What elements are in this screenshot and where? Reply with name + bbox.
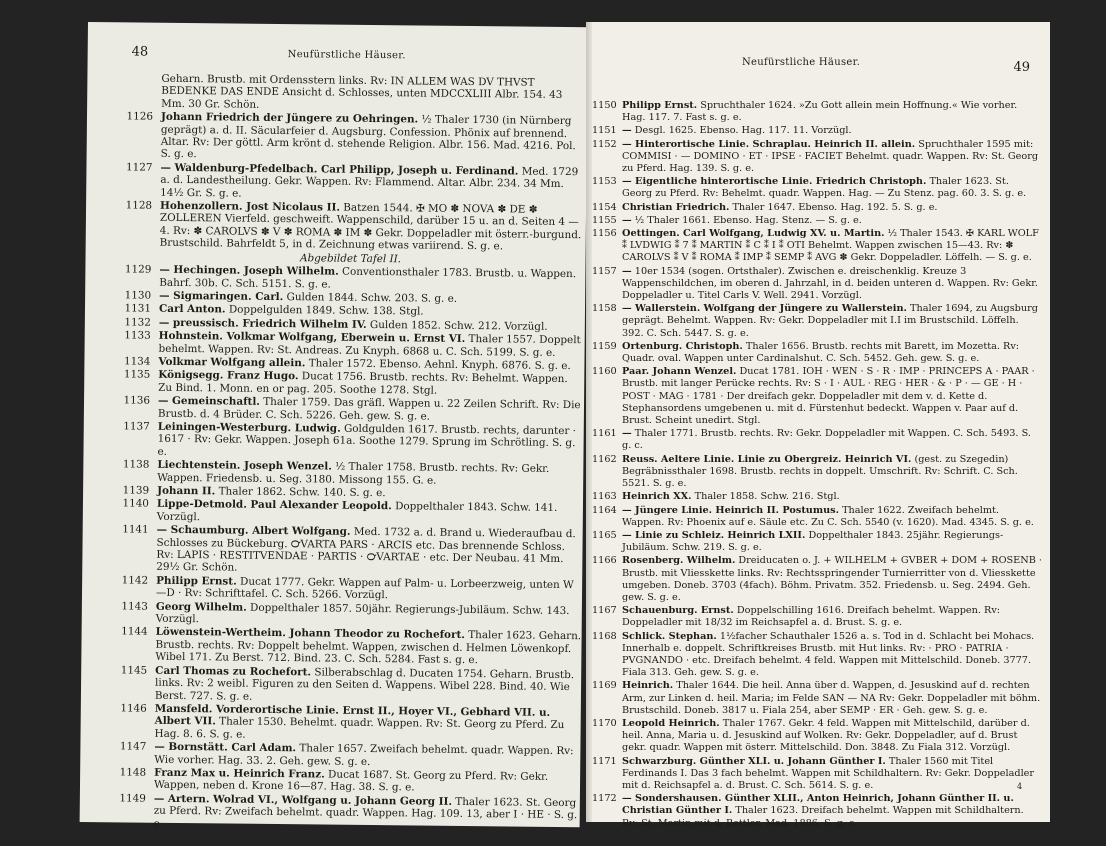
entry-heading: — [622,265,632,277]
entry-description: Thaler 1767. Gekr. 4 feld. Wappen mit Mittelschild, darüber d. heil. Anna, Maria u. d. Jesuskind auf Wolken. Rv: Gekr. Doppeladler, auf d. Brust gekr. quadr. Wappen mit österr. Mittelschild. Don. 3848. Zu Fiala 312. Vorzügl. [622,717,1030,754]
catalogue-entry [592,228,1042,265]
lot-number: 1159 [592,340,617,352]
left-entry-list [110,72,588,835]
catalogue-entry [592,718,1042,755]
right-running-head: Neufürstliche Häuser. [742,57,861,68]
entry-heading: — Eigentliche hinterortische Linie. Friedrich Christoph. [622,176,927,188]
catalogue-entry [115,329,585,359]
catalogue-entry [592,215,1042,227]
entry-heading: Oettingen. Carl Wolfgang, Ludwig XV. u. Martin. [622,228,885,240]
entry-description: Doppelthaler 1843. 25jähr. Regierungs-Jubiläum. Schw. 219. S. g. e. [622,529,1004,554]
entry-description: Spruchthaler 1624. »Zu Gott allein mein Hoffnung.« Wie vorher. Hag. 117. 7. Fast s. g. e. [622,100,1018,124]
lot-number: 1133 [124,329,151,342]
entry-description: Thaler 1560 mit Titel Ferdinands I. Das 3 fach behelmt. Wappen mit Schildhaltern. Rv: Gekr. Doppeladler mit d. Reichsapfel a. d. Brust. C. Sch. 5614. S. g. e. [622,755,1035,791]
catalogue-entry [114,369,584,399]
catalogue-entry [592,202,1042,214]
entry-heading: Georg Wilhelm. [155,600,247,614]
lot-number: 1149 [119,792,146,805]
entry-heading: Ortenburg. Christoph. [622,340,743,352]
entry-description: ½ Thaler 1758. Brustb. rechts. Rv: Gekr. Wappen. Friedensb. u. Seg. 3180. Missong 155. G. e. [157,460,550,487]
entry-description: 1½facher Schauthaler 1526 a. s. Tod in d. Schlacht bei Mohacs. Innerhalb e. doppelt. Schriftkreises Brustb. mit Hut links. Rv: · PRO · PATRIA · PVGNANDO · etc. Dreifach behelmt. 4 feld. Wappen mit Mittelschild. Doneb. 3777. Fiala 313. Geh. gew. S. g. e. [622,630,1035,679]
plate-reference: Abgebildet Tafel II. [299,251,402,265]
catalogue-entry [592,454,1042,491]
lot-number: 1157 [592,265,617,277]
entry-description: Conventionsthaler 1783. Brustb. u. Wappen. Bahrf. 30b. C. Sch. 5151. S. g. e. [159,265,577,291]
entry-description: Thaler 1644. Die heil. Anna über d. Wappen, d. Jesuskind auf d. rechten Arm, zur Linken d. heil. Maria; im Felde SAN — NA Rv: Gekr. Doppeladler mit böhm. Brustschild. Doneb. 3817 u. Fiala 254, aber SEMP · ER · Geh. gew. S. g. e. [622,680,1041,716]
entry-heading: Liechtenstein. Joseph Wenzel. [157,458,332,473]
entry-heading: Johann Friedrich der Jüngere zu Oehringen. [160,110,419,126]
entry-description: Thaler 1623. Geharn. Brustb. rechts. Rv: Doppelt behelmt. Wappen, zwischen d. Helmen Löwenkopf. Wibel 171. Zu Berst. 712. Bind. 23. C. Sch. 5284. Fast s. g. e. [155,629,582,667]
entry-description: Thaler 1694, zu Augsburg geprägt. Behelmt. Wappen. Rv: Gekr. Doppeladler mit I.I im Brustschild. Löffelh. 392. C. Sch. 5447. S. g. e. [622,303,1038,339]
catalogue-entry [592,756,1042,793]
entry-description: Med. 1729 a. d. Landestheilung. Gekr. Wappen. Rv: Flammend. Altar. Albr. 234. 34 Mm. 14½ Gr. S. g. e. [160,165,579,200]
entry-heading: Leiningen-Westerburg. Ludwig. [157,420,341,435]
entry-heading: — Schaumburg. Albert Wolfgang. [156,523,351,538]
lot-number: 1158 [592,303,617,315]
entry-heading: Hohenzollern. Jost Nicolaus II. [160,199,341,214]
lot-number: 1146 [120,702,147,715]
entry-heading: — Waldenburg-Pfedelbach. Carl Philipp, Joseph u. Ferdinand. [160,161,519,178]
entry-description: Thaler 1647. Ebenso. Hag. 192. 5. S. g. e. [732,201,938,213]
entry-heading: Volkmar Wolfgang allein. [158,355,306,370]
entry-heading: Schauenburg. Ernst. [622,605,734,617]
entry-description: ½ Thaler 1661. Ebenso. Hag. Stenz. — S. g. e. [634,214,862,226]
catalogue-entry [110,766,580,796]
catalogue-entry [592,139,1042,176]
entry-heading: Christian Friedrich. [622,201,730,213]
entry-description: Doppelthaler 1857. 50jähr. Regierungs-Jubiläum. Schw. 143. Vorzügl. [155,601,570,626]
catalogue-entry [117,72,587,114]
entry-description: Gulden 1844. Schw. 203. S. g. e. [286,291,458,305]
entry-heading: Johann II. [157,484,216,498]
entry-heading: Rosenberg. Wilhelm. [622,555,736,567]
lot-number: 1163 [592,491,617,503]
lot-number: 1135 [123,368,151,382]
lot-number: 1168 [592,630,617,642]
entry-heading: — [622,428,632,440]
entry-description: Silberabschlag d. Ducaten 1754. Geharn. Brustb. links. Rv: 2 weibl. Figuren zu den Seiten d. Wappens. Wibel 228. Bind. 40. Wie Berst. 727. S. g. e. [154,666,575,703]
lot-number: 1132 [124,316,151,329]
lot-number: 1156 [592,228,617,240]
entry-heading: Heinrich XX. [622,491,692,503]
entry-heading: Leopold Heinrich. [622,717,720,729]
catalogue-entry [112,600,582,630]
entry-description: Goldgulden 1617. Brustb. rechts, darunter · 1617 · Rv: Gekr. Wappen. Joseph 61a. Soothe 1279. Sprung im Schrötling. S. g. e. [157,422,577,458]
lot-number: 1171 [592,755,617,767]
entry-description: Med. 1732 a. d. Brand u. Wiederaufbau d. Schlosses zu Bückeburg. ℺VARTA PARS · ARCIS etc. Das brennende Schloss. Rv: LAPIS · RESTITVENDAE · PARTIS · ℺VARTAE · etc. Der Neubau. 41 Mm. 29½ Gr. Schön. [156,526,576,575]
entry-heading: Philipp Ernst. [156,574,237,588]
entry-description: Ducat 1687. St. Georg zu Pferd. Rv: Gekr. Wappen, neben d. Krone 16—87. Hag. 38. S. g. e. [153,768,549,794]
entry-description: Thaler 1623. St. Georg zu Pferd. Rv: Behelmt. quadr. Wappen. Hag. — Zu Stenz. pag. 60. 3. S. g. e. [622,176,1027,200]
catalogue-entry [112,524,582,579]
lot-number: 1128 [125,199,153,212]
entry-heading: Carl Thomas zu Rochefort. [155,664,312,679]
entry-heading: Paar. Johann Wenzel. [622,366,737,378]
lot-number: 1165 [592,529,617,541]
entry-heading: Königsegg. Franz Hugo. [158,369,299,383]
entry-heading: — preussisch. Friedrich Wilhelm IV. [158,316,367,331]
lot-number: 1129 [124,263,152,276]
entry-heading: Philipp Ernst. [622,100,698,111]
catalogue-entry [592,266,1042,303]
entry-heading: Carl Anton. [158,303,226,316]
entry-heading: — Hinterortische Linie. Schraplau. Heinrich II. allein. [622,138,916,150]
entry-heading: — [622,214,632,226]
lot-number: 1134 [123,355,151,368]
entry-description: Thaler 1656. Brustb. rechts mit Barett, im Mozetta. Rv: Quadr. oval. Wappen unter Cardinalshut. C. Sch. 5452. Geh. gew. S. g. e. [622,340,1020,365]
lot-number: 1131 [124,302,152,315]
entry-description: Thaler 1623. St. Georg zu Pferd. Rv: Zweifach behelmt. quadr. Wappen. Hag. 109. 13, aber I · HE · S. g. e. [153,795,578,830]
lot-number: 1126 [126,110,154,123]
entry-description: 10er 1534 (sogen. Ortsthaler). Zwischen e. dreischenklig. Kreuze 3 Wappenschildchen, im oberen d. Jahrzahl, in d. beiden unteren d. Wappen. Rv: Gekr. Doppeladler u. Titel Carls V. Well. 2941. Vorzügl. [622,265,1038,302]
entry-description: Thaler 1862. Schw. 140. S. g. e. [218,485,386,500]
catalogue-entry [114,394,584,424]
entry-heading: — Sondershausen. Günther XLII., Anton Heinrich, Johann Günther II. u. Christian Günther I. [622,793,1014,817]
lot-number: 1138 [122,458,150,471]
entry-description: Doppelschilling 1616. Dreifach behelmt. Wappen. Rv: Doppeladler mit 18/32 im Reichsapfel a. d. Brust. S. g. e. [622,605,1001,629]
lot-number: 1140 [122,497,150,511]
entry-heading: — Linie zu Schleiz. Heinrich LXII. [622,529,806,541]
lot-number: 1169 [592,680,617,692]
entry-description: Thaler 1572. Ebenso. Aehnl. Knyph. 6876. S. g. e. [308,357,571,373]
catalogue-entry [115,263,585,293]
catalogue-entry [592,100,1042,124]
catalogue-entry [592,491,1042,503]
catalogue-entry [592,793,1042,830]
lot-number: 1153 [592,176,617,188]
entry-heading: — Sigmaringen. Carl. [159,289,284,303]
lot-number: 1161 [592,428,617,440]
lot-number: 1164 [592,504,617,516]
lot-number: 1127 [125,161,153,174]
entry-description: Ducat 1781. IOH · WEN · S · R · IMP · PRINCEPS A · PAAR · Brustb. mit langer Perücke rechts. Rv: S · I · AUL · REG · HER · & · P · — GE · H · POST · MAG · 1781 · Der dreifach gekr. Doppeladler mit dem v. d. Kette d. Stephansordens umgebenen u. mit d. Fürstenhut bedeckt. Wappen v. Paar auf d. Brust. Scheint unedirt. Stgl. [622,366,1035,427]
entry-description: Thaler 1622. Zweifach behelmt. Wappen. Rv: Phoenix auf e. Säule etc. Zu C. Sch. 5540 (v. 1620). Mad. 4345. S. g. e. [622,504,1034,528]
entry-heading: Schlick. Stephan. [622,630,717,642]
catalogue-entry [111,626,581,668]
entry-heading: Heinrich. [622,680,674,692]
entry-heading: Lippe-Detmold. Paul Alexander Leopold. [156,498,392,513]
catalogue-entry [110,702,580,744]
lot-number: 1162 [592,453,617,465]
catalogue-entry [592,303,1042,340]
catalogue-entry [117,111,587,166]
catalogue-entry [592,680,1042,717]
entry-heading: — Jüngere Linie. Heinrich II. Postumus. [622,504,839,516]
lot-number: 1154 [592,201,617,213]
entry-description: Thaler 1858. Schw. 216. Stgl. [694,491,840,503]
lot-number: 1136 [123,394,151,407]
lot-number: 1139 [122,484,150,497]
left-running-head: Neufürstliche Häuser. [287,49,406,62]
catalogue-entry [592,125,1042,137]
catalogue-entry [592,530,1042,554]
entry-description: Doppelthaler 1843. Schw. 141. Vorzügl. [156,500,558,524]
left-page [80,22,588,830]
right-entry-list [592,100,1042,831]
lot-number: 1130 [124,289,152,302]
lot-number: 1137 [123,420,150,433]
entry-heading: — Wallerstein. Wolfgang der Jüngere zu Wallerstein. [622,303,907,315]
entry-heading: — Gemeinschaftl. [157,394,260,408]
catalogue-entry [116,161,586,203]
catalogue-entry [113,498,583,528]
right-page-number: 49 [1013,60,1030,75]
entry-description: Desgl. 1625. Ebenso. Hag. 117. 11. Vorzügl. [634,125,852,137]
catalogue-entry [113,458,583,488]
entry-heading: — Hechingen. Joseph Wilhelm. [159,263,339,278]
footer-mark: 4 [1017,782,1023,791]
entry-description: Thaler 1657. Zweifach behelmt. quadr. Wappen. Rv: Wie vorher. Hag. 33. 2. Geh. gew. S. g. e. [154,742,574,768]
entry-description: Thaler 1759. Das gräfl. Wappen u. 22 Zeilen Schrift. Rv: Die Brustb. d. 4 Brüder. C. Sch. 5226. Geh. gew. S. g. e. [157,396,581,423]
catalogue-entry [592,176,1042,200]
lot-number: 1167 [592,605,617,617]
lot-number: 1141 [122,523,149,536]
catalogue-entry [592,631,1042,680]
lot-number: 1151 [592,125,617,137]
entry-description: Batzen 1544. ✠ MO ✽ NOVA ✽ DE ✽ ZOLLEREN Vierfeld. geschweift. Wappenschild, darüber 15 u. an d. Seiten 4 — 4. Rv: ✽ CAROLVS ✽ V ✽ ROMA ✽ IM ✽ Gekr. Doppeladler mit österr.-burgund. Brustschild. Bahrfeldt 5, in d. Zeichnung etwas variirend. S. g. e. [159,201,582,253]
catalogue-entry [112,574,582,604]
entry-description: Doppelgulden 1849. Schw. 138. Stgl. [228,303,424,318]
entry-heading: — Bornstätt. Carl Adam. [154,740,297,755]
catalogue-entry [592,341,1042,365]
lot-number: 1143 [121,600,148,613]
lot-number: 1155 [592,214,617,226]
entry-heading: Franz Max u. Heinrich Franz. [154,766,325,781]
entry-heading: — [622,125,632,137]
lot-number: 1148 [119,766,147,779]
entry-description: Thaler 1771. Brustb. rechts. Rv: Gekr. Doppeladler mit Wappen. C. Sch. 5493. S. g. c. [622,428,1031,452]
entry-heading: Mansfeld. Vorderortische Linie. Ernst II., Hoyer VI., Gebhard VII. u. Albert VII. [154,702,551,728]
left-page-number: 48 [131,44,149,60]
entry-description: Spruchthaler 1595 mit: COMMISI · — DOMINO · ET · IPSE · FACIET Behelmt. quadr. Wappen. Rv: St. Georg zu Pferd. Hag. 139. S. g. e. [622,138,1039,175]
entry-heading: Reuss. Aeltere Linie. Linie zu Obergreiz. Heinrich VI. [622,453,912,465]
lot-number: 1142 [121,574,149,587]
catalogue-entry [111,664,581,706]
lot-number: 1152 [592,138,617,150]
entry-description: Ducat 1756. Brustb. rechts. Rv: Behelmt. Wappen. Zu Bind. 1. Monn. en or pag. 205. Soothe 1278. Stgl. [158,370,568,397]
entry-description: Thaler 1530. Behelmt. quadr. Wappen. Rv: St. Georg zu Pferd. Zu Hag. 8. 6. S. g. e. [154,715,565,741]
catalogue-entry [592,605,1042,629]
entry-heading: Löwenstein-Wertheim. Johann Theodor zu Rochefort. [155,626,465,642]
entry-description: ½ Thaler 1730 (in Nürnberg geprägt) a. d. II. Säcularfeier d. Augsburg. Confession. Phönix auf brennend. Altar. Rv: Der göttl. Arm krönt d. stehende Religion. Albr. 156. Mad. 4216. Pol. S. g. e. [160,113,576,161]
catalogue-entry [592,428,1042,452]
entry-description: Thaler 1557. Doppelt behelmt. Wappen. Rv: St. Andreas. Zu Knyph. 6868 u. C. Sch. 5199. S. g. e. [158,333,581,359]
right-page [592,22,1050,829]
entry-description: (gest. zu Szegedin) Begräbnissthaler 1698. Brustb. rechts in doppelt. Umschrift. Rv: Schrift. C. Sch. 5521. S. g. e. [622,453,1018,490]
lot-number: 1147 [119,740,147,753]
lot-number: 1166 [592,555,617,567]
entry-heading: Hohnstein. Volkmar Wolfgang, Eberwein u. Ernst VI. [158,329,466,346]
catalogue-entry [592,505,1042,529]
catalogue-entry [110,792,580,834]
lot-number: 1172 [592,793,617,805]
lot-number: 1144 [121,625,148,639]
entry-description: Gulden 1852. Schw. 212. Vorzügl. [369,318,548,333]
catalogue-entry [116,199,586,254]
catalogue-entry [110,740,580,770]
entry-description: Thaler 1623. Dreifach behelmt. Wappen mit Schildhaltern. Rv: St. Martin mit d. Bettler. Mad. 1886. S. g. e. [622,805,1024,829]
entry-description: Geharn. Brustb. mit Ordensstern links. Rv: IN ALLEM WAS DV THVST BEDENKE DAS ENDE Ansicht d. Schlosses, unten MDCCXLIII Albr. 154. 43 Mm. 30 Gr. Schön. [161,72,563,111]
lot-number: 1145 [120,664,148,677]
entry-heading: Schwarzburg. Günther XLI. u. Johann Günther I. [622,755,886,767]
lot-number: 1160 [592,366,617,378]
entry-description: Dreiducaten o. J. + WILHELM + GVBER + DOM + ROSENB · Brustb. mit Vliesskette links. Rv: Rechtsspringender Turnierritter von d. Vliesskette umgeben. Doneb. 3703 (4fach). Böhm. Privatm. 352. Friedensb. u. Seg. 2494. Geh. gew. S. g. e. [622,555,1042,603]
entry-description: ½ Thaler 1543. ✠ KARL WOLF ⁑ LVDWIG ⁑ 7 ⁑ MARTIN ⁑ C ⁑ I ⁑ OTI Behelmt. Wappen zwischen 15—43. Rv: ✽ CAROLVS ⁑ V ⁑ ROMA ⁑ IMP ⁑ SEMP ⁑ AVG ✽ Gekr. Doppeladler. Löffelh. — S. g. e. [622,228,1039,264]
catalogue-entry [592,366,1042,427]
lot-number: 1150 [592,100,617,111]
catalogue-entry [113,420,583,462]
lot-number: 1170 [592,717,617,729]
entry-description: Ducat 1777. Gekr. Wappen auf Palm- u. Lorbeerzweig, unten W—D · Rv: Schrifttafel. C. Sch. 5266. Vorzügl. [155,575,574,602]
catalogue-entry [592,555,1042,604]
entry-heading: — Artern. Wolrad VI., Wolfgang u. Johann Georg II. [153,792,453,808]
